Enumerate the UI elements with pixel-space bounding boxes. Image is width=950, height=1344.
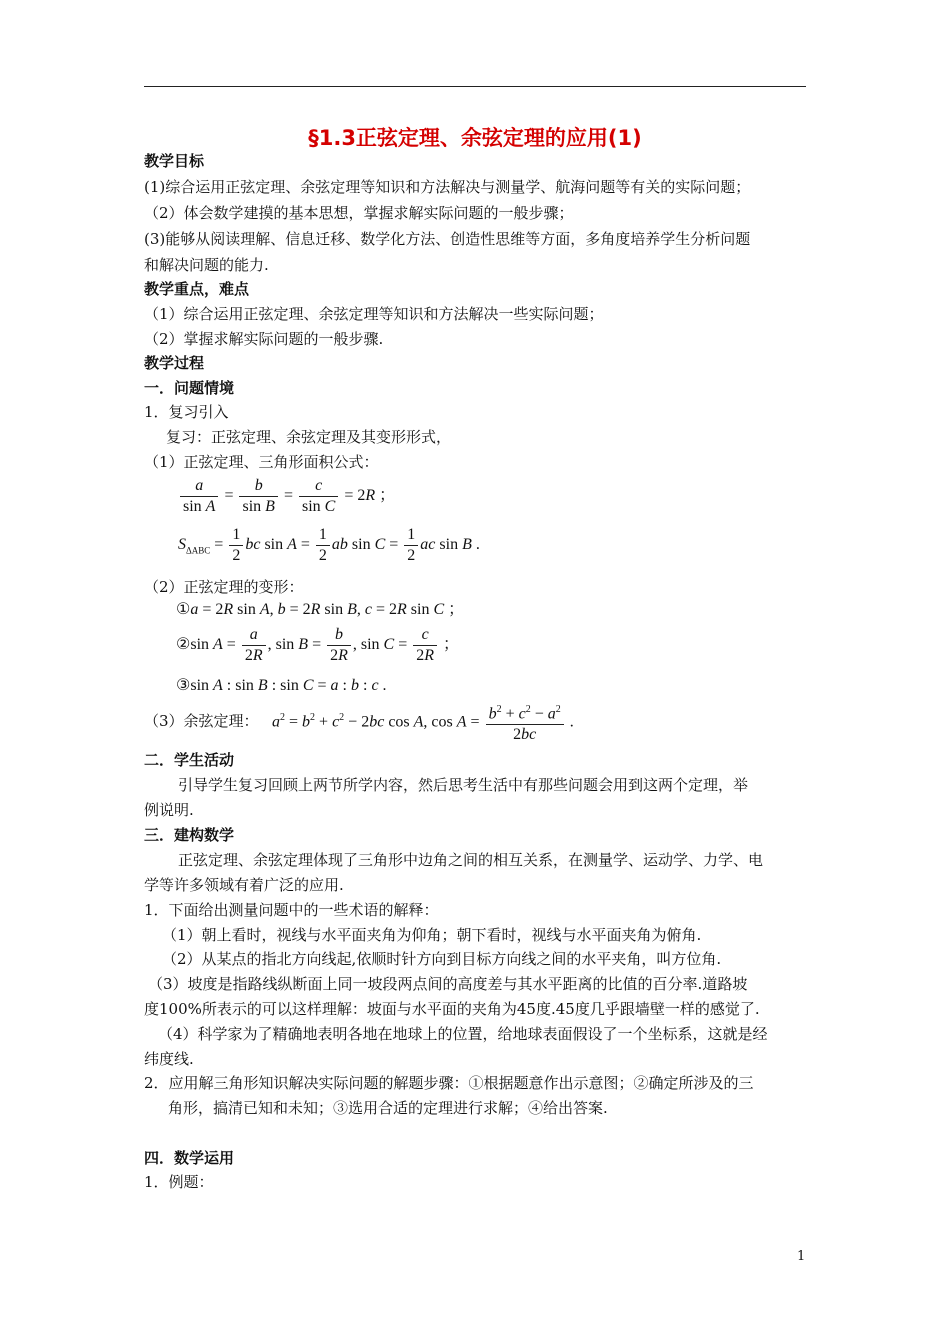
formula-variant-2: ②sin A = $\frac{a}{2R}$ , sin B = $\frac{b}{2R}$ , sin C = $\frac{c}{2R}$ ； <box>176 626 460 664</box>
goal-item: 和解决问题的能力. <box>144 256 269 274</box>
page-title: §1.3正弦定理、余弦定理的应用(1) <box>308 126 642 150</box>
sine-law-variant-label: （2）正弦定理的变形： <box>144 578 304 596</box>
steps-item: 2．应用解三角形知识解决实际问题的解题步骤：①根据题意作出示意图；②确定所涉及的三 <box>144 1074 754 1092</box>
law-of-sines-label: （1）正弦定理、三角形面积公式： <box>144 453 379 471</box>
term-item: （4）科学家为了精确地表明各地在地球上的位置，给地球表面假设了一个坐标系，这就是经 <box>158 1025 768 1043</box>
goal-item: （2）体会数学建摸的基本思想，掌握求解实际问题的一般步骤； <box>144 204 574 222</box>
keypoint-item: （1）综合运用正弦定理、余弦定理等知识和方法解决一些实际问题； <box>144 305 604 323</box>
term-item: （3）坡度是指路线纵断面上同一坡段两点间的高度差与其水平距离的比值的百分率.道路坡 <box>148 975 748 993</box>
steps-item: 角形，搞清已知和未知；③选用合适的定理进行求解；④给出答案. <box>168 1099 608 1117</box>
term-item: 度100%所表示的可以这样理解：坡面与水平面的夹角为45度.45度几乎跟墙壁一样的感觉了. <box>144 1000 760 1018</box>
section4-heading: 四．数学运用 <box>144 1149 235 1167</box>
formula-area: $S_{\Delta ABC}$ = $\frac{1}{2}$ bc sin A = $\frac{1}{2}$ ab sin C = $\frac{1}{2}$ ac sin B . <box>178 526 480 564</box>
goals-heading: 教学目标 <box>144 152 205 170</box>
keypoint-item: （2）掌握求解实际问题的一般步骤. <box>144 330 384 348</box>
formula-variant-1: ①a = 2R sin A, b = 2R sin B, c = 2R sin C ； <box>176 601 465 618</box>
examples-label: 1．例题： <box>144 1173 214 1191</box>
cosine-law-label: （3）余弦定理： <box>144 712 259 730</box>
goal-item: (3)能够从阅读理解、信息迁移、数学化方法、创造性思维等方面，多角度培养学生分析问题 <box>144 230 751 248</box>
section2-text: 例说明. <box>144 801 194 819</box>
page-number: 1 <box>797 1249 806 1264</box>
term-item: 纬度线. <box>144 1050 194 1068</box>
section3-heading: 三．建构数学 <box>144 826 235 844</box>
section3-intro: 学等许多领域有着广泛的应用. <box>144 876 344 894</box>
formula-cosine-law: $a^2 = b^2 + c^2 - 2bc$ cos A, cos A = $\frac{b^2 + c^2 - a^2}{2bc}$ . <box>272 700 574 745</box>
term-item: （1）朝上看时，视线与水平面夹角为仰角；朝下看时，视线与水平面夹角为俯角. <box>162 926 702 944</box>
section3-intro: 正弦定理、余弦定理体现了三角形中边角之间的相互关系，在测量学、运动学、力学、电 <box>178 851 764 869</box>
process-heading: 教学过程 <box>144 354 205 372</box>
section2-heading: 二．学生活动 <box>144 751 235 769</box>
keypoints-heading: 教学重点，难点 <box>144 280 250 298</box>
section1-heading: 一．问题情境 <box>144 379 235 397</box>
section2-text: 引导学生复习回顾上两节所学内容，然后思考生活中有那些问题会用到这两个定理，举 <box>178 776 749 794</box>
header-rule <box>144 86 806 87</box>
goal-item: (1)综合运用正弦定理、余弦定理等知识和方法解决与测量学、航海问题等有关的实际问题； <box>144 178 751 196</box>
terms-heading: 1．下面给出测量问题中的一些术语的解释： <box>144 901 439 919</box>
formula-sine-law: $\frac{a}{\text{sin A}}$ = $\frac{b}{\text{sin B}}$ = $\frac{c}{\text{sin C}}$ = 2R ； <box>178 476 395 517</box>
section1-sub: 1．复习引入 <box>144 403 229 421</box>
formula-variant-3: ③sin A : sin B : sin C = a : b : c . <box>176 677 387 694</box>
term-item: （2）从某点的指北方向线起,依顺时针方向到目标方向线之间的水平夹角，叫方位角. <box>162 950 722 968</box>
review-text: 复习：正弦定理、余弦定理及其变形形式， <box>166 428 452 446</box>
